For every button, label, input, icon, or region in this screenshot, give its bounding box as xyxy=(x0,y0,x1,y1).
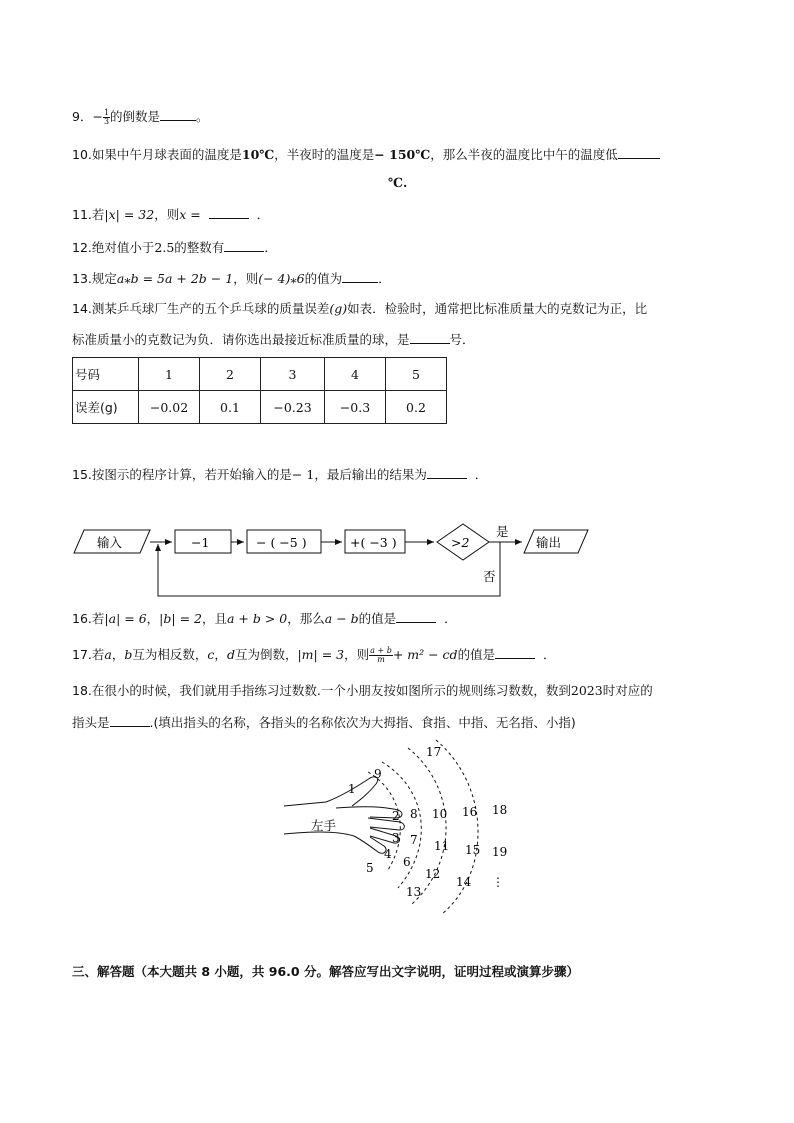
question-17: 17.若a，b互为相反数，c，d互为倒数，|m| = 3，则 $\frac{a + b}{m}$ + m² − cd的值是 ． xyxy=(72,646,556,664)
number-label: ⋮ xyxy=(492,875,504,889)
section-3-heading: 三、解答题（本大题共 8 小题，共 96.0 分。解答应写出文字说明，证明过程或演算步骤） xyxy=(72,964,579,979)
number-label: 16 xyxy=(462,805,478,819)
question-10: 10.如果中午月球表面的温度是10℃，半夜时的温度是− 150℃，那么半夜的温度比中午的温度低 xyxy=(72,146,660,164)
finger-numbers xyxy=(348,745,507,899)
table-row xyxy=(73,391,447,424)
table-cell: −0.02 xyxy=(139,391,200,424)
table-cell: 2 xyxy=(200,358,261,391)
number-label: 4 xyxy=(384,847,392,861)
table-cell: 5 xyxy=(386,358,447,391)
number-label: 1 xyxy=(348,782,356,796)
number-label: 5 xyxy=(366,861,374,875)
number-label: 17 xyxy=(426,745,442,759)
number-label: 6 xyxy=(403,855,411,869)
number-label: 10 xyxy=(432,807,448,821)
table-cell: 0.2 xyxy=(386,391,447,424)
error-table xyxy=(72,357,447,424)
table-cell: 误差(g) xyxy=(73,391,139,424)
question-13: 13.规定a⁎b = 5a + 2b − 1，则(− 4)⁎6的值为 ． xyxy=(72,271,391,286)
number-label: 2 xyxy=(392,809,400,823)
fraction-a-plus-b-over-m: $\frac{a + b}{m}$ xyxy=(370,646,392,664)
answer-blank-18[interactable] xyxy=(110,714,150,727)
question-18-line2: 指头是 .(填出指头的名称，各指头的名称依次为大拇指、食指、中指、无名指、小指) xyxy=(72,715,576,730)
number-label: 7 xyxy=(410,833,418,847)
number-label: 15 xyxy=(465,843,481,857)
answer-blank-13[interactable] xyxy=(342,270,378,283)
table-cell: −0.3 xyxy=(325,391,386,424)
number-label: 14 xyxy=(456,875,472,889)
question-14-line1: 14.测某乒乓球厂生产的五个乒乓球的质量误差(g)如表．检验时，通常把比标准质量大的克数记为正，比 xyxy=(72,301,648,316)
hand-label: 左手 xyxy=(311,818,337,833)
question-9: 9．− $\frac{1}{3}$ 的倒数是 。 xyxy=(72,108,209,126)
flow-output-label: 输出 xyxy=(536,535,562,550)
question-10-unit: ℃. xyxy=(388,175,408,190)
answer-blank-10[interactable] xyxy=(618,146,660,159)
number-label: 19 xyxy=(492,845,508,859)
answer-blank-12[interactable] xyxy=(224,239,264,252)
answer-blank-11[interactable] xyxy=(209,206,249,219)
table-cell: −0.23 xyxy=(261,391,325,424)
number-label: 9 xyxy=(374,767,382,781)
table-cell: 1 xyxy=(139,358,200,391)
answer-blank-16[interactable] xyxy=(396,610,436,623)
number-label: 18 xyxy=(492,803,508,817)
question-12: 12.绝对值小于2.5的整数有 ． xyxy=(72,240,277,255)
flow-yes-label: 是 xyxy=(496,524,509,539)
flow-no-label: 否 xyxy=(483,569,496,584)
answer-blank-17[interactable] xyxy=(495,646,535,659)
question-16: 16.若|a| = 6，|b| = 2，且a + b > 0，那么a − b的值是 ． xyxy=(72,611,457,626)
flow-cond-label: >2 xyxy=(451,535,470,550)
fraction-one-third: $\frac{1}{3}$ xyxy=(103,108,110,126)
flow-input-label: 输入 xyxy=(97,535,123,550)
number-label: 3 xyxy=(392,831,400,845)
question-18-line1: 18.在很小的时候，我们就用手指练习过数数.一个小朋友按如图所示的规则练习数数，数到2023时对应的 xyxy=(72,683,653,698)
number-label: 12 xyxy=(425,867,441,881)
number-label: 11 xyxy=(434,839,450,853)
table-cell: 号码 xyxy=(73,358,139,391)
answer-blank-14[interactable] xyxy=(410,331,450,344)
number-label: 8 xyxy=(410,807,418,821)
answer-blank-15[interactable] xyxy=(427,466,467,479)
table-cell: 3 xyxy=(261,358,325,391)
answer-blank-9[interactable] xyxy=(160,108,196,121)
flowchart xyxy=(0,510,794,605)
flow-op2-label: − ( −5 ) xyxy=(256,535,307,550)
table-cell: 4 xyxy=(325,358,386,391)
table-row xyxy=(73,358,447,391)
question-14-line2: 标准质量小的克数记为负．请你选出最接近标准质量的球，是 号． xyxy=(72,332,475,347)
hand-counting-diagram xyxy=(270,738,540,916)
question-11: 11.若|x| = 32，则x = ． xyxy=(72,207,270,222)
flow-op3-label: +( −3 ) xyxy=(350,535,397,550)
number-label: 13 xyxy=(406,885,422,899)
question-15: 15.按图示的程序计算，若开始输入的是− 1，最后输出的结果为 ． xyxy=(72,467,488,482)
flow-op1-label: −1 xyxy=(191,535,210,550)
table-cell: 0.1 xyxy=(200,391,261,424)
